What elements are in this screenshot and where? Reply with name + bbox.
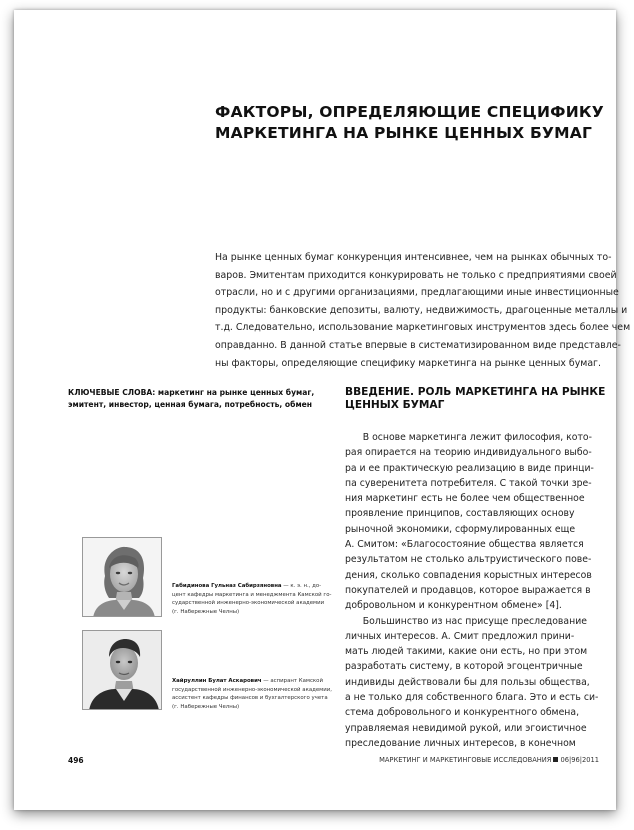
author-bio-line: (г. Набережные Челны) [172, 608, 240, 615]
author-bio-line: сударственной инженерно-экономической академии [172, 600, 325, 607]
keywords-line: эмитент, инвестор, ценная бумага, потребность, обмен [68, 400, 313, 409]
body-line: па суверенитета потребителя. С такой точки зре- [345, 477, 592, 489]
body-line: В основе маркетинга лежит философия, кото- [345, 432, 592, 443]
body-line: дения, сколько совпадения корыстных интересов [345, 569, 592, 581]
body-line: управляемая невидимой рукой, или эгоистичное [345, 722, 587, 734]
keywords [68, 387, 328, 411]
body-line: мать людей такими, какие они есть, но при этом [345, 646, 588, 658]
abstract-line: т.д. Следовательно, использование маркетинговых инструментов здесь более чем [215, 322, 631, 334]
body-line: результатом не столько альтруистического пове- [345, 554, 592, 566]
body-line: ра и ее практическую реализацию в виде принци- [345, 462, 594, 474]
body-line: преследование личных интересов, в конечном [345, 737, 576, 749]
body-line: индивиды действовали бы для пользы общества, [345, 676, 590, 688]
abstract-line: ны факторы, определяющие специфику маркетинга на рынке ценных бумаг. [215, 357, 601, 369]
author-photo-gabidinova [82, 537, 162, 617]
heading-line: ВВЕДЕНИЕ. РОЛЬ МАРКЕТИНГА НА РЫНКЕ [345, 386, 606, 398]
abstract-line: варов. Эмитентам приходится конкурировать не только с предприятиями своей [215, 269, 617, 281]
journal-issue: 06|96|2011 [560, 756, 599, 764]
square-bullet-icon [553, 757, 558, 762]
body-line: добровольном и конкурентном обмене» [4]. [345, 600, 562, 612]
abstract-line: отрасли, но и с другими организациями, предлагающими иные инвестиционные [215, 287, 619, 299]
section-heading [345, 386, 606, 412]
author-bio-line: — к. э. н., до- [281, 583, 322, 589]
body-line: рая опирается на теорию индивидуального выбо- [345, 447, 592, 459]
author-name: Габидинова Гульназ Сабирзяновна [172, 583, 282, 589]
body-text [345, 430, 599, 751]
body-line: рыночной экономики, сформулированных еще [345, 523, 576, 535]
author-bio-line: ассистент кафедры финансов и бухгалтерского учета [172, 695, 328, 702]
author-bio-gabidinova [172, 582, 332, 616]
body-line: разработать систему, в которой эгоцентричные [345, 661, 583, 673]
journal-name: МАРКЕТИНГ И МАРКЕТИНГОВЫЕ ИССЛЕДОВАНИЯ [379, 756, 552, 764]
author-bio-line: (г. Набережные Челны) [172, 703, 240, 710]
author-name: Хайруллин Булат Аскарович [172, 678, 262, 684]
journal-page [14, 10, 631, 810]
title-line: ФАКТОРЫ, ОПРЕДЕЛЯЮЩИЕ СПЕЦИФИКУ [215, 103, 604, 121]
abstract-line: продукты: банковские депозиты, валюту, недвижимость, драгоценные металлы и [215, 304, 628, 316]
abstract [215, 249, 631, 372]
title-line: МАРКЕТИНГА НА РЫНКЕ ЦЕННЫХ БУМАГ [215, 124, 593, 142]
author-bio-khairullin [172, 677, 332, 711]
body-line: а не только для собственного блага. Это и есть си- [345, 692, 599, 704]
body-line: А. Смитом: «Благосостояние общества является [345, 539, 584, 551]
body-line: ния маркетинг есть не более чем общественное [345, 493, 585, 505]
heading-line: ЦЕННЫХ БУМАГ [345, 399, 445, 411]
author-bio-line: государственной инженерно-экономической академии, [172, 686, 332, 693]
footer-journal [371, 756, 599, 764]
body-line: личных интересов. А. Смит предложил прини- [345, 630, 575, 642]
body-line: Большинство из нас присуще преследование [345, 615, 587, 627]
author-bio-line: — аспирант Камской [261, 678, 323, 684]
abstract-line: оправданно. В данной статье впервые в систематизированном виде представле- [215, 339, 621, 351]
author-bio-line: цент кафедры маркетинга и менеджмента Камской го- [172, 591, 332, 598]
article-title [215, 102, 604, 144]
abstract-line: На рынке ценных бумаг конкуренция интенсивнее, чем на рынках обычных то- [215, 252, 612, 263]
body-line: покупателей и продавцов, которое выражается в [345, 584, 591, 596]
body-line: проявление принципов, составляющих основу [345, 508, 575, 520]
keywords-line: КЛЮЧЕВЫЕ СЛОВА: маркетинг на рынке ценных бумаг, [68, 388, 315, 397]
author-photo-khairullin [82, 630, 162, 710]
page-number: 496 [68, 756, 84, 765]
body-line: стема добровольного и конкурентного обмена, [345, 707, 580, 719]
